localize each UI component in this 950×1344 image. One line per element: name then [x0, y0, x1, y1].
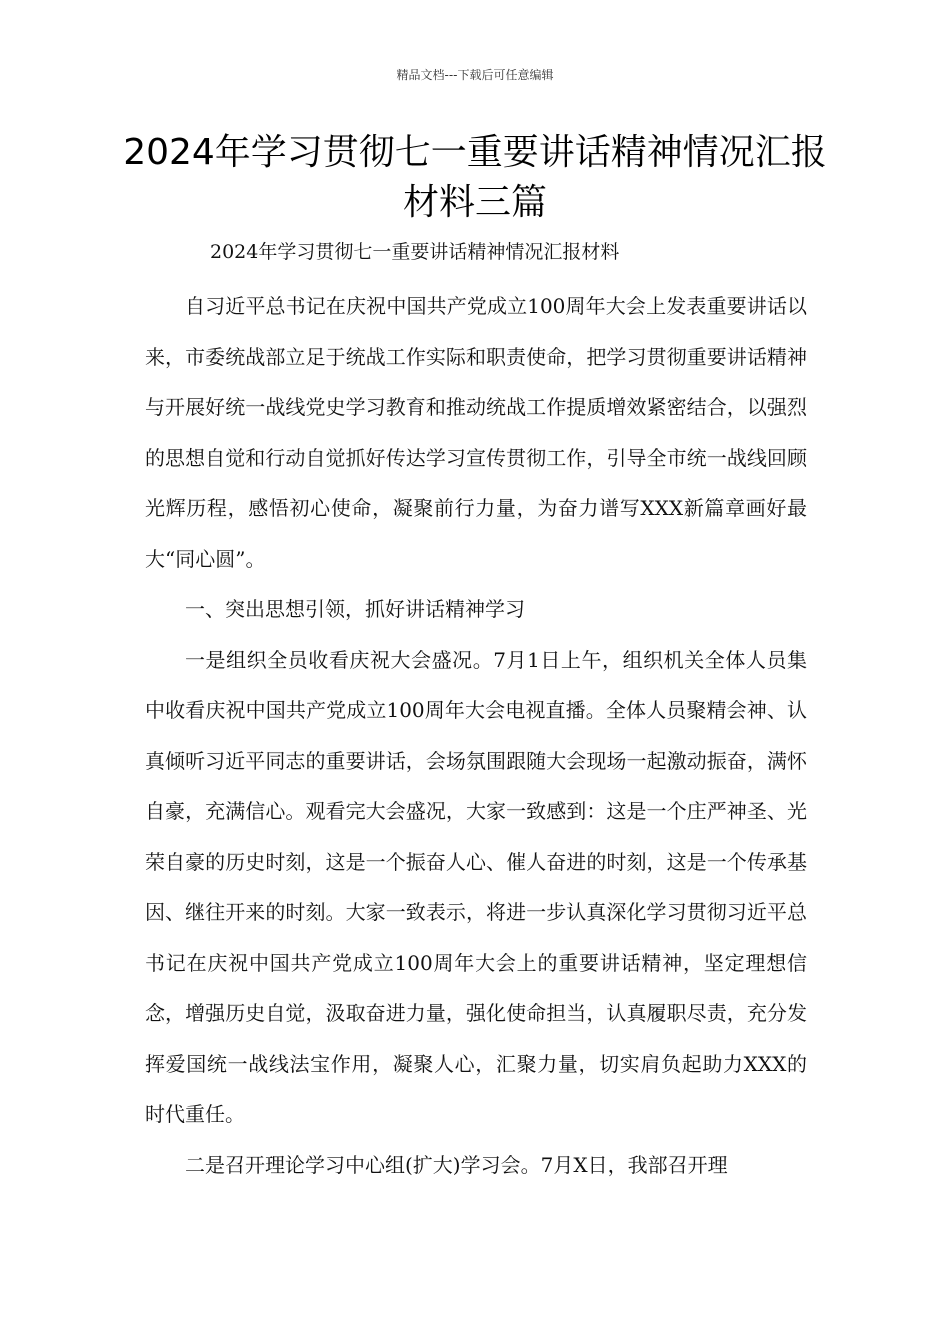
paragraph-item-2: 二是召开理论学习中心组(扩大)学习会。7月X日，我部召开理 [185, 1152, 728, 1177]
document-body [145, 281, 807, 1190]
paragraph-item-1: 一是组织全员收看庆祝大会盛况。7月1日上午，组织机关全体人员集中收看庆祝中国共产党成立100周年大会电视直播。全体人员聚精会神、认真倾听习近平同志的重要讲话，会场氛围跟随大会现场一起激动振奋，满怀自豪，充满信心。观看完大会盛况，大家一致感到：这是一个庄严神圣、光荣自豪的历史时刻，这是一个振奋人心、催人奋进的时刻，这是一个传承基因、继往开来的时刻。大家一致表示，将进一步认真深化学习贯彻习近平总书记在庆祝中国共产党成立100周年大会上的重要讲话精神，坚定理想信念，增强历史自觉，汲取奋进力量，强化使命担当，认真履职尽责，充分发挥爱国统一战线法宝作用，凝聚人心，汇聚力量，切实肩负起助力XXX的时代重任。 [145, 647, 807, 1126]
section-heading-1: 一、突出思想引领，抓好讲话精神学习 [185, 597, 525, 621]
document-title: 2024年学习贯彻七一重要讲话精神情况汇报材料三篇 [123, 132, 827, 223]
document-subtitle: 2024年学习贯彻七一重要讲话精神情况汇报材料 [210, 241, 620, 263]
paragraph-intro: 自习近平总书记在庆祝中国共产党成立100周年大会上发表重要讲话以来，市委统战部立足于统战工作实际和职责使命，把学习贯彻重要讲话精神与开展好统一战线党史学习教育和推动统战工作提质增效紧密结合，以强烈的思想自觉和行动自觉抓好传达学习宣传贯彻工作，引导全市统一战线回顾光辉历程，感悟初心使命，凝聚前行力量，为奋力谱写XXX新篇章画好最大“同心圆”。 [145, 294, 807, 571]
header-note: 精品文档---下载后可任意编辑 [396, 68, 554, 82]
